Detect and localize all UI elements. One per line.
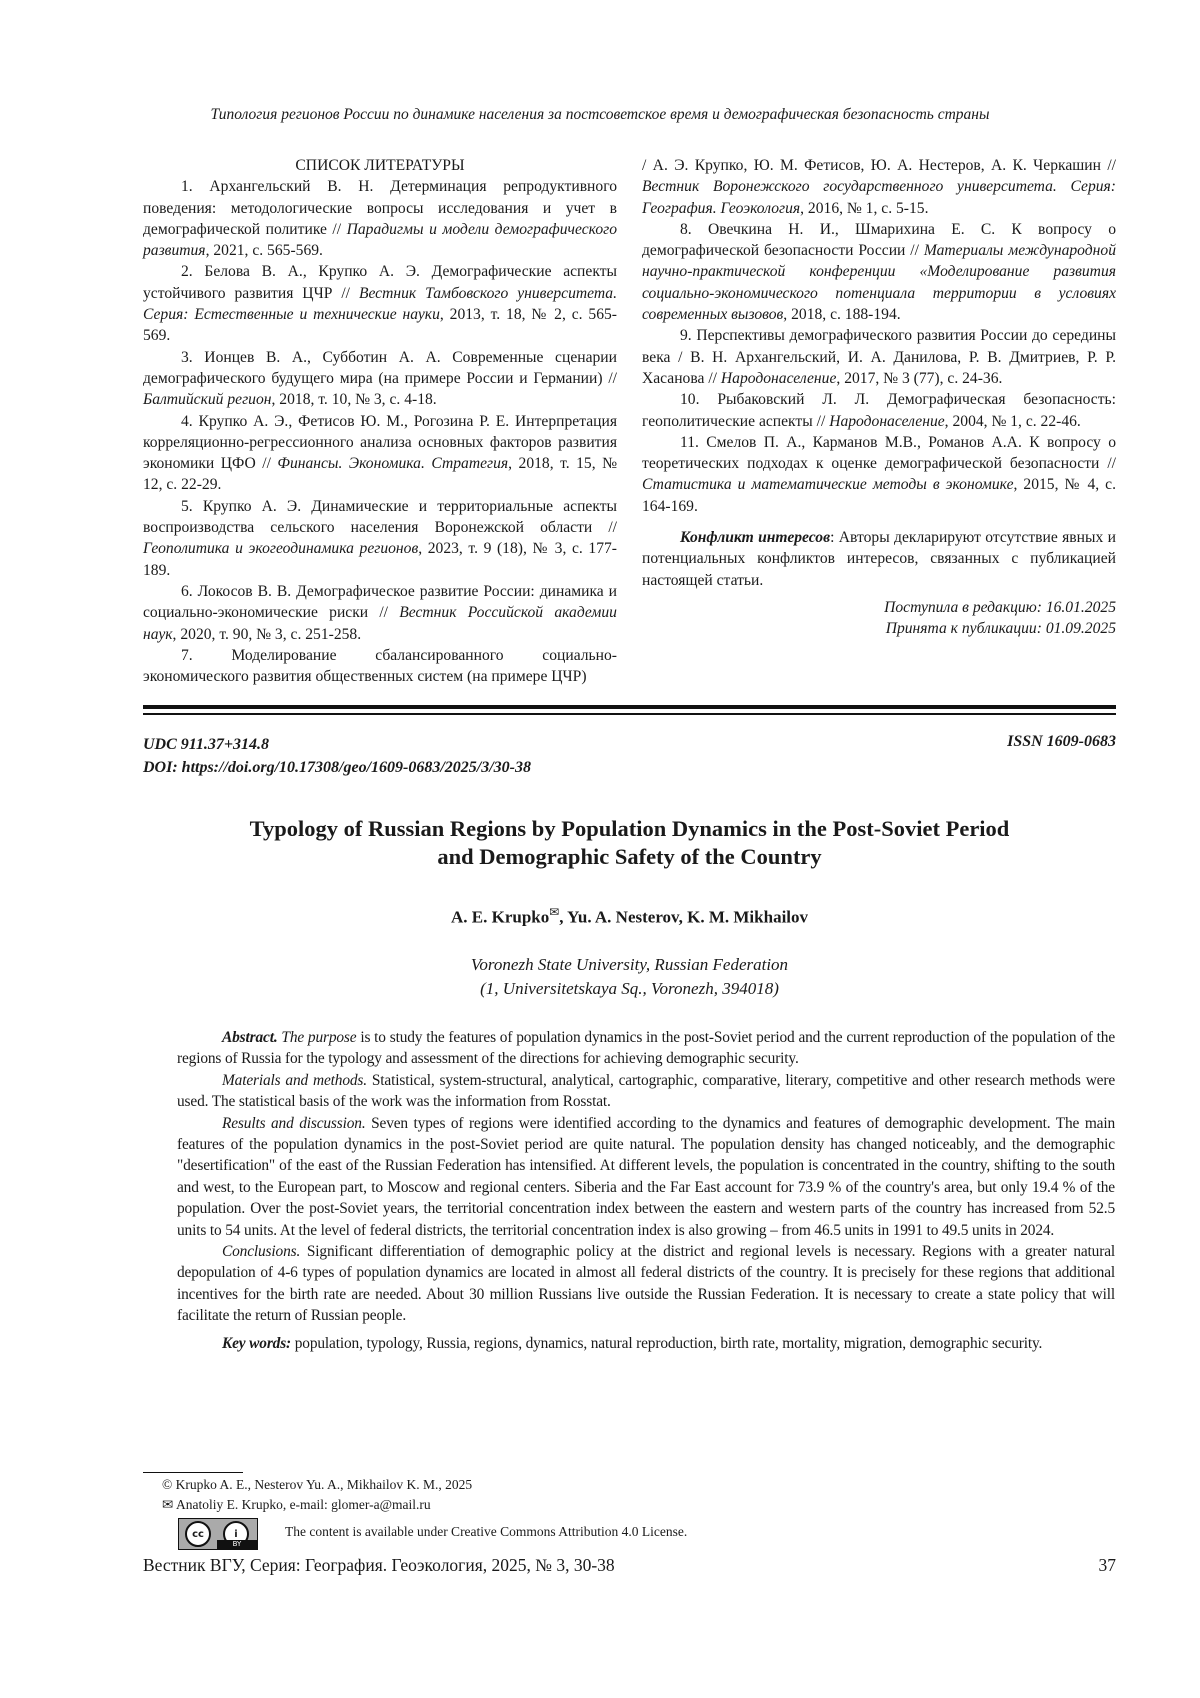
ref-details: , 2023, т. 9 (18), № 3, с. 177-189. [143,540,617,578]
udc-code: UDC 911.37+314.8 [143,733,531,756]
ref-source: Вестник Российской академии наук [143,604,617,642]
ref-details: , 2020, т. 90, № 3, с. 251-258. [173,626,362,643]
ref-source: Геополитика и экогеодинамика регионов [143,540,418,557]
running-header: Типология регионов России по динамике населения за постсоветское время и демографическая безопасность страны [0,106,1200,124]
ref-source: Вестник Тамбовского университета. Серия: Естественные и технические науки [143,285,617,323]
abstract [177,1027,1115,1354]
ref-text: 6. Локосов В. В. Демографическое развитие России: динамика и социально-экономические риски // [143,583,617,621]
ref-details: , 2018, т. 10, № 3, с. 4-18. [272,391,437,408]
ref-source: Балтийский регион [143,391,272,408]
ref-text: 11. Смелов П. А., Карманов М.В., Романов А.А. К вопросу о теоретических подходах к оценке демографической безопасности // [642,434,1116,472]
affiliation-address: (1, Universitetskaya Sq., Voronezh, 394018) [143,977,1116,1001]
ref-source: Финансы. Экономика. Стратегия [277,455,508,472]
results-text: Seven types of regions were identified according to the dynamics and features of demographic development. The main features of the population dynamics in the post-Soviet period are quite natural. The population density has changed noticeably, and the demographic "desertification" of the east of the Russian Federation has intensified. At different levels, the population is concentrated in the country, shifting to the south and west, to the European part, to Moscow and regional centers. Siberia and the Far East account for 73.9 % of the country's area, but only 19.4 % of the population. Over the post-Soviet years, the territorial concentration index between the eastern and western parts of the country has increased from 52.5 units to 54 units. At the level of federal districts, the territorial concentration index is also growing – from 46.5 units in 1991 to 49.5 units in 2024. [177,1115,1115,1239]
ref-details: , 2018, с. 188-194. [783,306,900,323]
ref-source: Статистика и математические методы в экономике [642,476,1014,493]
conclusions-label: Conclusions. [222,1243,300,1260]
reference-item [642,325,1116,389]
ref-text: 8. Овечкина Н. И., Шмарихина Е. С. К вопросу о демографической безопасности России // [642,221,1116,259]
reference-item [143,347,617,411]
ref-details: , 2013, т. 18, № 2, с. 565-569. [143,306,617,344]
ref-text: 7. Моделирование сбалансированного социально-экономического развития общественных систем (на примере ЦЧР) [143,647,617,685]
ref-text: 2. Белова В. А., Крупко А. Э. Демографические аспекты устойчивого развития ЦЧР // [143,263,617,301]
accepted-date: Принята к публикации: 01.09.2025 [642,618,1116,639]
title-line: Typology of Russian Regions by Population Dynamics in the Post-Soviet Period [143,815,1116,843]
attribution-icon: i [223,1521,249,1547]
udc-doi-block [143,733,531,779]
ref-text: / А. Э. Крупко, Ю. М. Фетисов, Ю. А. Нестеров, А. К. Черкашин // [642,157,1116,174]
conflict-text: : Авторы декларируют отсутствие явных и потенциальных конфликтов интересов, связанных с публикацией настоящей статьи. [642,529,1116,589]
ref-source: Вестник Воронежского государственного университета. Серия: География. Геоэкология [642,178,1116,216]
ref-source: Парадигмы и модели демографического развития [143,221,617,259]
ref-text: 10. Рыбаковский Л. Л. Демографическая безопасность: геополитические аспекты // [642,391,1116,429]
ref-text: 4. Крупко А. Э., Фетисов Ю. М., Рогозина Р. Е. Интерпретация корреляционно-регрессионного анализа основных факторов развития экономики ЦФО // [143,413,617,473]
ref-details: , 2016, № 1, с. 5-15. [800,200,928,217]
purpose-label: The purpose [281,1029,356,1046]
ref-details: , 2021, с. 565-569. [206,242,323,259]
issn: ISSN 1609-0683 [1007,733,1116,751]
page-number: 37 [1099,1555,1117,1576]
methods-label: Materials and methods. [222,1072,367,1089]
conflict-label: Конфликт интересов [680,529,830,546]
abstract-purpose [177,1027,1115,1070]
ref-text: 9. Перспективы демографического развития России до середины века / В. Н. Архангельский, И. А. Данилова, Р. В. Дмитриев, Р. Р. Хасанова // [642,327,1116,387]
abstract-label: Abstract. [222,1029,278,1046]
references-heading: СПИСОК ЛИТЕРАТУРЫ [143,155,617,176]
ref-text: 5. Крупко А. Э. Динамические и территориальные аспекты воспроизводства сельского населения Воронежской области // [143,498,617,536]
cc-by-license-badge[interactable] [178,1518,258,1550]
abstract-methods [177,1070,1115,1113]
ref-details: , 2017, № 3 (77), с. 24-36. [836,370,1002,387]
submission-dates [642,597,1116,640]
license-text: The content is available under Creative Commons Attribution 4.0 License. [285,1524,687,1540]
ref-text: 1. Архангельский В. Н. Детерминация репродуктивного поведения: методологические вопросы исследования и учет в демографической политике // [143,178,617,238]
methods-text: Statistical, system-structural, analytical, cartographic, comparative, literary, competitive and other research methods were used. The statistical basis of the work was the information from Rosstat. [177,1072,1115,1110]
affiliation-name: Voronezh State University, Russian Federation [143,953,1116,977]
ref-source: Материалы международной научно-практической конференции «Моделирование развития социально-экономического потенциала территории в условиях современных вызовов [642,242,1116,323]
reference-item [143,261,617,346]
received-date: Поступила в редакцию: 16.01.2025 [642,597,1116,618]
abstract-results [177,1113,1115,1241]
reference-item [143,496,617,581]
affiliation [143,953,1116,1001]
section-divider-thick [143,705,1116,709]
results-label: Results and discussion. [222,1115,366,1132]
reference-item [143,581,617,645]
title-line: and Demographic Safety of the Country [143,843,1116,871]
reference-item [143,176,617,261]
ref-details: , 2015, № 4, с. 164-169. [642,476,1116,514]
reference-item [642,432,1116,517]
article-title [143,815,1116,871]
doi-link[interactable]: DOI: https://doi.org/10.17308/geo/1609-0683/2025/3/30-38 [143,756,531,779]
footnote-divider [143,1472,243,1473]
section-divider-thin [143,713,1116,715]
ref-text: 3. Ионцев В. А., Субботин А. А. Современные сценарии демографического будущего мира (на примере России и Германии) // [143,349,617,387]
cc-icon: cc [185,1521,211,1547]
reference-item [642,389,1116,432]
references-column-right [642,155,1116,640]
envelope-icon: ✉ [162,1497,176,1512]
keywords-text: population, typology, Russia, regions, dynamics, natural reproduction, birth rate, mortality, migration, demographic security. [291,1335,1042,1352]
abstract-conclusions [177,1241,1115,1327]
contact-note [162,1497,431,1513]
ref-source: Народонаселение [721,370,836,387]
envelope-icon: ✉ [549,905,559,919]
authors [143,905,1116,928]
keywords-label: Key words: [222,1335,291,1352]
reference-item-continued [642,155,1116,219]
conclusions-text: Significant differentiation of demographic policy at the district and regional levels is necessary. Regions with a greater natural depopulation of 4-6 types of population dynamics are located in almost all federal districts of the country. It is precisely for these regions that additional incentives for the birth rate are needed. About 30 million Russians live outside the Russian Federation. It is necessary to create a state policy that will facilitate the return of Russian people. [177,1243,1115,1324]
keywords [177,1333,1115,1354]
reference-item [642,219,1116,325]
author-corresponding: A. E. Krupko [451,908,549,927]
contact-text[interactable]: Anatoliy E. Krupko, e-mail: glomer-a@mail.ru [176,1497,431,1512]
ref-details: , 2018, т. 15, № 12, с. 22-29. [143,455,617,493]
journal-footer: Вестник ВГУ, Серия: География. Геоэкология, 2025, № 3, 30-38 [143,1555,615,1576]
purpose-text: is to study the features of population dynamics in the post-Soviet period and the current reproduction of the population of the regions of Russia for the typology and assessment of the directions for achieving demographic security. [177,1029,1115,1067]
reference-item [143,645,617,688]
conflict-of-interest [642,527,1116,591]
by-label: BY [217,1540,257,1549]
references-column-left [143,155,617,687]
copyright-note: © Krupko A. E., Nesterov Yu. A., Mikhailov K. M., 2025 [162,1477,472,1493]
ref-source: Народонаселение [829,413,944,430]
author-others: , Yu. A. Nesterov, K. M. Mikhailov [559,908,808,927]
ref-details: , 2004, № 1, с. 22-46. [945,413,1081,430]
reference-item [143,411,617,496]
